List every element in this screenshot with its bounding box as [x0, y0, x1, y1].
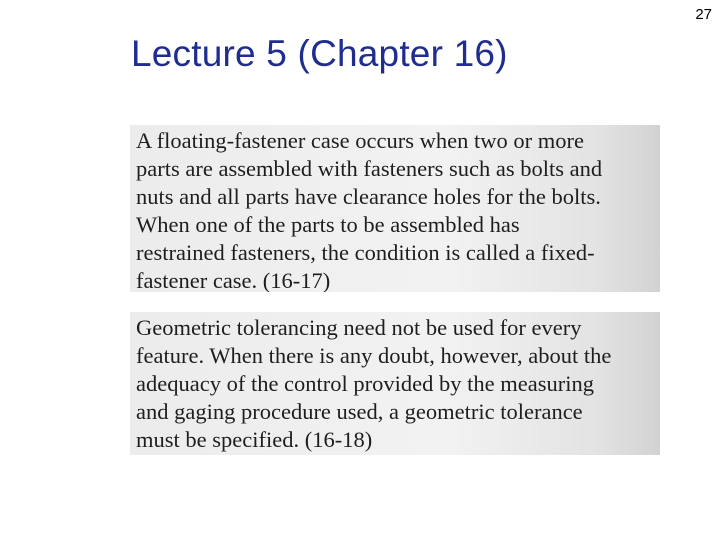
text-line: When one of the parts to be assembled has	[136, 212, 520, 237]
scanned-text-excerpt-floating-fastener	[130, 125, 660, 292]
text-line: Geometric tolerancing need not be used for every	[136, 315, 582, 340]
scanned-text-excerpt-geometric-tolerancing	[130, 312, 660, 455]
text-line: feature. When there is any doubt, however, about the	[136, 343, 612, 368]
text-line: nuts and all parts have clearance holes for the bolts.	[136, 184, 601, 209]
text-line: and gaging procedure used, a geometric tolerance	[136, 399, 583, 424]
text-line: adequacy of the control provided by the measuring	[136, 371, 594, 396]
text-line: restrained fasteners, the condition is called a fixed-	[136, 240, 595, 265]
text-line: must be specified. (16-18)	[136, 427, 373, 452]
page-number: 27	[695, 6, 712, 23]
text-line: fastener case. (16-17)	[136, 268, 331, 292]
slide-title: Lecture 5 (Chapter 16)	[131, 33, 508, 74]
text-line: parts are assembled with fasteners such as bolts and	[136, 156, 603, 181]
text-line: A floating-fastener case occurs when two or more	[136, 128, 584, 153]
